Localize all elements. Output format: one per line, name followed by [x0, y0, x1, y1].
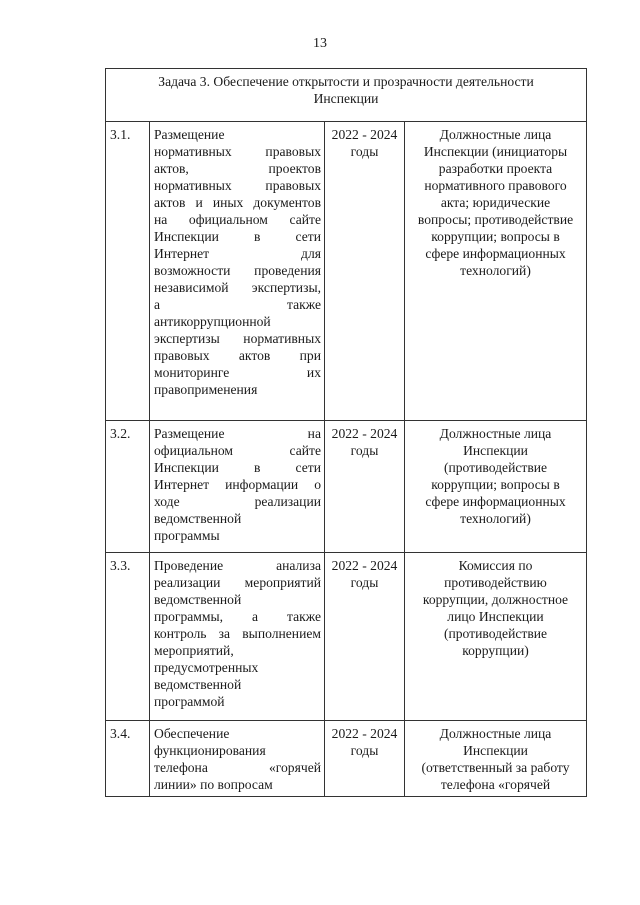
description-line: правоприменения	[154, 382, 258, 397]
description-line: мониторинге их	[154, 365, 321, 380]
responsible-line: Инспекции	[463, 743, 528, 758]
responsible-line: коррупции)	[462, 643, 529, 658]
period-line: годы	[350, 443, 379, 458]
responsible-line: противодействию	[444, 575, 547, 590]
description-line: актов, проектов	[154, 161, 321, 176]
table-row	[106, 421, 587, 553]
row-number: 3.4.	[106, 721, 150, 797]
description-line: возможности проведения	[154, 263, 321, 278]
period-cell	[325, 122, 405, 421]
responsible-line: лицо Инспекции	[447, 609, 544, 624]
responsible-line: (противодействие	[443, 460, 548, 475]
responsible-line: сфере информационных	[425, 246, 566, 261]
description-line: актов и иных документов	[154, 195, 321, 210]
description-line: функционирования	[154, 743, 266, 758]
responsible-line: Инспекции (инициаторы	[423, 144, 568, 159]
responsible-line: коррупции; вопросы в	[431, 229, 560, 244]
description-line: предусмотренных	[154, 660, 259, 675]
measure-description	[150, 553, 325, 721]
responsible-line: технологий)	[460, 511, 531, 526]
task-title-line: Инспекции	[313, 91, 379, 106]
period-line: 2022 - 2024	[331, 426, 398, 441]
responsible-line: коррупции; вопросы в	[431, 477, 560, 492]
responsible-cell	[405, 553, 587, 721]
table-row	[106, 721, 587, 797]
period-line: годы	[350, 575, 379, 590]
description-line: Размещение	[154, 127, 225, 142]
responsible-cell	[405, 122, 587, 421]
period-line: годы	[350, 144, 379, 159]
table-row	[106, 553, 587, 721]
period-line: 2022 - 2024	[331, 726, 398, 741]
responsible-line: Должностные лица	[439, 726, 552, 741]
description-line: реализации мероприятий	[154, 575, 321, 590]
description-line: Инспекции в сети	[154, 229, 321, 244]
description-line: антикоррупционной	[154, 314, 271, 329]
responsible-line: Инспекции	[463, 443, 528, 458]
responsible-cell	[405, 721, 587, 797]
task-header-row	[106, 69, 587, 122]
description-line: независимой экспертизы,	[154, 280, 321, 295]
description-line: программой	[154, 694, 225, 709]
period-line: 2022 - 2024	[331, 558, 398, 573]
period-cell	[325, 721, 405, 797]
table-row	[106, 122, 587, 421]
description-line: правовых актов при	[154, 348, 321, 363]
page-number: 13	[313, 36, 327, 51]
responsible-line: телефона «горячей	[440, 777, 551, 792]
description-line: Инспекции в сети	[154, 460, 321, 475]
row-number: 3.3.	[106, 553, 150, 721]
description-line: официальном сайте	[154, 443, 321, 458]
responsible-line: Комиссия по	[458, 558, 533, 573]
description-line: ходе реализации	[154, 494, 321, 509]
responsible-line: (ответственный за работу	[421, 760, 570, 775]
description-line: ведомственной	[154, 592, 242, 607]
measures-table	[105, 68, 587, 797]
row-number: 3.1.	[106, 122, 150, 421]
task-title	[106, 69, 587, 122]
measure-description	[150, 122, 325, 421]
responsible-line: (противодействие	[443, 626, 548, 641]
description-line: на официальном сайте	[154, 212, 321, 227]
description-line: телефона «горячей	[154, 760, 321, 775]
description-line: Проведение анализа	[154, 558, 321, 573]
responsible-line: разработки проекта	[438, 161, 553, 176]
responsible-line: вопросы; противодействие	[417, 212, 574, 227]
period-cell	[325, 553, 405, 721]
description-line: нормативных правовых	[154, 178, 321, 193]
responsible-line: технологий)	[460, 263, 531, 278]
description-line: а также	[154, 297, 321, 312]
description-line: программы	[154, 528, 220, 543]
period-cell	[325, 421, 405, 553]
responsible-line: нормативного правового	[424, 178, 567, 193]
measure-description	[150, 421, 325, 553]
description-line: Размещение на	[154, 426, 321, 441]
responsible-line: Должностные лица	[439, 127, 552, 142]
description-line: ведомственной	[154, 677, 242, 692]
measure-description	[150, 721, 325, 797]
responsible-line: сфере информационных	[425, 494, 566, 509]
responsible-line: Должностные лица	[439, 426, 552, 441]
description-line: ведомственной	[154, 511, 242, 526]
description-line: Обеспечение	[154, 726, 230, 741]
description-line: Интернет информации о	[154, 477, 321, 492]
row-number: 3.2.	[106, 421, 150, 553]
description-line: Интернет для	[154, 246, 321, 261]
description-line: нормативных правовых	[154, 144, 321, 159]
description-line: линии» по вопросам	[154, 777, 273, 792]
description-line: программы, а также	[154, 609, 321, 624]
responsible-cell	[405, 421, 587, 553]
responsible-line: акта; юридические	[440, 195, 551, 210]
task-title-line: Задача 3. Обеспечение открытости и прозрачности деятельности	[158, 74, 534, 89]
responsible-line: коррупции, должностное	[422, 592, 569, 607]
period-line: годы	[350, 743, 379, 758]
description-line: экспертизы нормативных	[154, 331, 321, 346]
description-line: мероприятий,	[154, 643, 234, 658]
period-line: 2022 - 2024	[331, 127, 398, 142]
description-line: контроль за выполнением	[154, 626, 321, 641]
